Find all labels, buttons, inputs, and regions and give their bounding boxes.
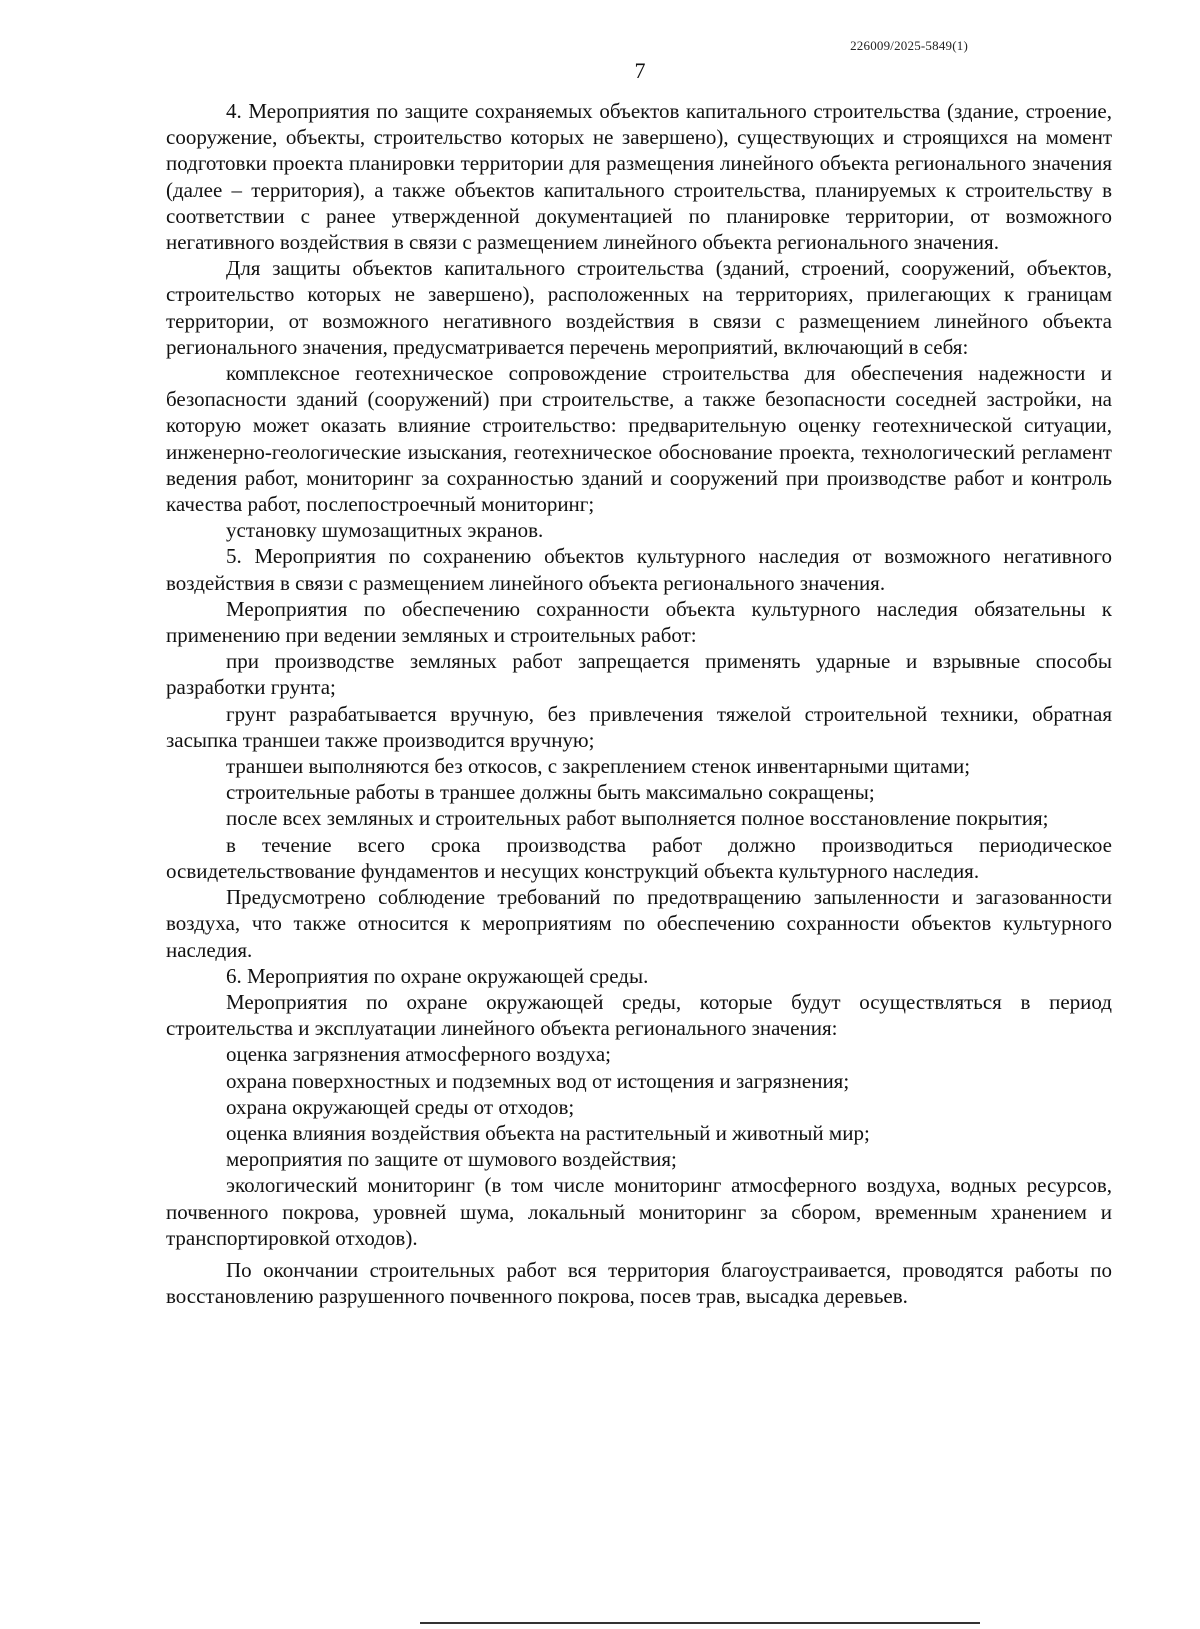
document-body xyxy=(166,98,1112,1309)
paragraph-geotechnical-support: комплексное геотехническое сопровождение строительства для обеспечения надежности и безопасности зданий (сооружений) при строительстве, а также безопасности соседней застройки, на которую может оказать влияние строительство: предварительную оценку геотехнической ситуации, инженерно-геологические изыскания, геотехническое обоснование проекта, технологический регламент ведения работ, мониторинг за сохранностью зданий и сооружений при производстве работ и контроль качества работ, послепостроечный мониторинг; xyxy=(166,361,1112,517)
paragraph-dust-gas-prevention: Предусмотрено соблюдение требований по предотвращению запыленности и загазованности воздуха, что также относится к мероприятиям по обеспечению сохранности объектов культурного наследия. xyxy=(166,885,1112,962)
paragraph-environment-measures-intro: Мероприятия по охране окружающей среды, которые будут осуществляться в период строительства и эксплуатации линейного объекта регионального значения: xyxy=(166,989,1112,1041)
page-number: 7 xyxy=(634,58,646,83)
page-bottom-rule xyxy=(420,1622,980,1624)
paragraph-protection-measures-intro: Для защиты объектов капитального строительства (зданий, строений, сооружений, объектов, строительство которых не завершено), расположенных на территориях, прилегающих к границам территории, от возможного негативного воздействия в связи с размещением линейного объекта регионального значения, предусматривается перечень мероприятий, включающий в себя: xyxy=(166,256,1112,359)
document-registration-number: 226009/2025-5849(1) xyxy=(850,38,968,53)
paragraph-heritage-measures-intro: Мероприятия по обеспечению сохранности объекта культурного наследия обязательны к применению при ведении земляных и строительных работ: xyxy=(166,596,1112,648)
list-item-air-pollution: оценка загрязнения атмосферного воздуха; xyxy=(226,1042,611,1067)
list-item-flora-fauna-impact: оценка влияния воздействия объекта на растительный и животный мир; xyxy=(226,1120,870,1145)
paragraph-section-4-heading: 4. Мероприятия по защите сохраняемых объектов капитального строительства (здание, строение, сооружение, объекты, строительство которых не завершено), существующих и строящихся на момент подготовки проекта планировки территории для размещения линейного объекта регионального значения (далее – территория), а также объектов капитального строительства, планируемых к строительству в соответствии с ранее утвержденной документацией по планировке территории, от возможного негативного воздействия в связи с размещением линейного объекта регионального значения. xyxy=(166,99,1112,255)
paragraph-landscaping-conclusion: По окончании строительных работ вся территория благоустраивается, проводятся работы по восстановлению разрушенного почвенного покрова, посев трав, высадка деревьев. xyxy=(166,1257,1112,1309)
paragraph-noise-barriers: установку шумозащитных экранов. xyxy=(226,518,544,543)
paragraph-section-5-heading: 5. Мероприятия по сохранению объектов культурного наследия от возможного негативного воздействия в связи с размещением линейного объекта регионального значения. xyxy=(166,544,1112,595)
paragraph-trench-work-reduction: строительные работы в траншее должны быть максимально сокращены; xyxy=(226,780,875,805)
list-item-ecological-monitoring: экологический мониторинг (в том числе мониторинг атмосферного воздуха, водных ресурсов, почвенного покрова, уровней шума, локальный мониторинг за сбором, временным хранением и транспортировкой отходов). xyxy=(166,1173,1112,1250)
list-item-noise-protection: мероприятия по защите от шумового воздействия; xyxy=(226,1147,677,1172)
paragraph-surface-restoration: после всех земляных и строительных работ выполняется полное восстановление покрытия; xyxy=(226,806,1049,831)
paragraph-section-6-heading: 6. Мероприятия по охране окружающей среды. xyxy=(226,963,649,988)
paragraph-manual-excavation: грунт разрабатывается вручную, без привлечения тяжелой строительной техники, обратная засыпка траншеи также производится вручную; xyxy=(166,701,1112,752)
paragraph-trench-shields: траншеи выполняются без откосов, с закреплением стенок инвентарными щитами; xyxy=(226,754,971,779)
list-item-waste-protection: охрана окружающей среды от отходов; xyxy=(226,1094,575,1119)
list-item-water-protection: охрана поверхностных и подземных вод от истощения и загрязнения; xyxy=(226,1068,850,1093)
paragraph-periodic-inspection: в течение всего срока производства работ должно производиться периодическое освидетельствование фундаментов и несущих конструкций объекта культурного наследия. xyxy=(166,832,1112,883)
paragraph-no-impact-methods: при производстве земляных работ запрещается применять ударные и взрывные способы разработки грунта; xyxy=(166,649,1112,700)
